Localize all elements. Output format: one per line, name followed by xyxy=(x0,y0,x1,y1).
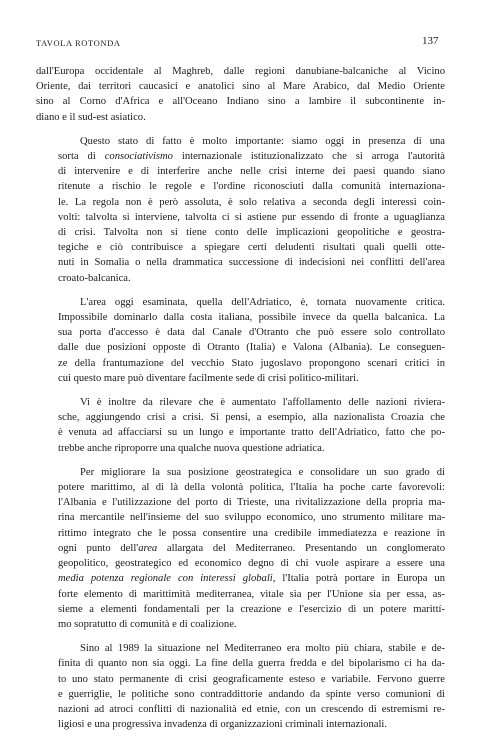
text-line: nazioni ad atroci conflitti di nazionalità ed etnie, con un crescendo di estremismi re- xyxy=(58,703,445,715)
text-line: rittimo integrato che le possa consentire una credibile immediatezza e reazione in xyxy=(58,527,445,539)
body-text xyxy=(36,64,445,741)
text-line: Impossibile dominarlo dalla costa italiana, possibile invece da quella balcanica. La xyxy=(58,312,445,324)
text-line: media potenza regionale con interessi globali, l'Italia potrà portare in Europa un xyxy=(58,573,445,585)
text-line: cui questo mare può diventare facilmente sede di crisi politico-militari. xyxy=(58,372,359,384)
text-line: di crisi. Talvolta non si tiene conto delle implicazioni geopolitiche e geostra- xyxy=(58,227,445,239)
paragraph xyxy=(36,64,445,125)
text-line: volti: talvolta si interviene, talvolta ci si astiene pur essendo di fronte a uguaglianza xyxy=(58,211,445,223)
text-line: sino al Corno d'Africa e all'Oceano Indiano sino a lambire il subcontinente in- xyxy=(36,96,445,108)
text-line: sorta di consociativismo internazionale istituzionalizzato che si arroga l'autorità xyxy=(58,151,445,163)
text-line: dalle due posizioni opposte di Otranto (Italia) e Valona (Albania). Le conseguen- xyxy=(58,342,445,354)
text-line: Vi è inoltre da rilevare che è aumentato l'affollamento delle nazioni rivierа- xyxy=(80,397,445,409)
text-line: dall'Europa occidentale al Maghreb, dalle regioni danubiane-balcaniche al Vicino xyxy=(36,66,445,77)
text-line: Sino al 1989 la situazione nel Mediterraneo era molto più chiara, stabile e de- xyxy=(80,643,445,655)
text-line: rina mercantile nell'insieme del suo sviluppo economico, uno strumento militare ma- xyxy=(58,512,445,524)
text-line: l'Albania e l'utilizzazione del porto di Trieste, una rivitalizzazione della propria ma- xyxy=(58,497,445,509)
text-line: finita di quanto non sia oggi. La fine della guerra fredda e del bipolarismo ci ha da- xyxy=(58,658,445,670)
text-line: ritenute a rischio le regole e l'ordine riconosciuti dalla comunità internaziona- xyxy=(58,181,445,193)
text-line: L'area oggi esaminata, quella dell'Adriatico, è, tornata nuovamente critica. xyxy=(80,296,445,308)
text-line: to uno stato permanente di crisi geograficamente esteso e variabile. Fervono guerre xyxy=(58,673,445,685)
italic-term: media potenza regionale con interessi globali xyxy=(58,573,273,585)
italic-term: area xyxy=(138,542,158,554)
running-head: TAVOLA ROTONDA xyxy=(36,38,121,48)
paragraph xyxy=(36,134,445,286)
text-line: di intervenire e di interferire anche nelle crisi interne dei paesi quando siano xyxy=(58,166,445,178)
text-line: ligiosi e una progressiva invadenza di organizzazioni criminali internazionali. xyxy=(58,719,387,731)
text-line: nuti in Somalia o nella drammatica successione di indecisioni nei conflitti dell'area xyxy=(58,257,445,269)
text-line: sche, aggiungendo crisi a crisi. Si pensi, a esempio, alla nazionalista Croazia che xyxy=(58,412,445,424)
text-line: geopolitico, geostrategico ed economico degno di chi vuole aspirare a essere una xyxy=(58,558,445,570)
paragraph xyxy=(36,465,445,632)
text-line: potere marittimo, al di là della volontà politica, l'Italia ha poche carte favorevoli: xyxy=(58,482,445,494)
text-line: mo sopratutto di comunità e di coalizione. xyxy=(58,618,237,630)
page-number: 137 xyxy=(422,35,439,47)
italic-term: consociativismo xyxy=(104,151,173,163)
text-line: e guerriglie, le politiche sono contraddittorie andando da spinte verso comunioni di xyxy=(58,688,445,700)
text-line: le. La regola non è però assoluta, è solo relativa a seconda degli interessi coin- xyxy=(58,196,445,208)
text-line: ze della frantumazione del vecchio Stato jugoslavo propongono scenari critici in xyxy=(58,357,445,369)
paragraph xyxy=(36,295,445,386)
text-line: sieme a elementi fondamentali per la creazione e l'esercizio di un potere marittí- xyxy=(58,603,445,615)
text-line: Oriente, dai territori caucasici e anatolici sino al Mare Arabico, dal Medio Oriente xyxy=(36,81,445,93)
text-line: ogni punto dell'area allargata del Mediterraneo. Presentando un conglomerato xyxy=(58,542,446,554)
text-line: Questo stato di fatto è molto importante: siamo oggi in presenza di una xyxy=(80,135,445,147)
text-line: Per migliorare la sua posizione geostrategica e consolidare un suo grado di xyxy=(80,466,445,478)
text-line: trebbe anche riproporre una qualche nuova questione adriatica. xyxy=(58,442,325,454)
text-line: sua porta d'accesso è data dal Canale d'Otranto che può essere solo controllato xyxy=(58,327,445,339)
text-line: diano e il sud-est asiatico. xyxy=(36,111,146,123)
paragraph xyxy=(36,395,445,456)
text-line: forte elemento di marittimità mediterranea, vitale sia per l'Unione sia per essa, as- xyxy=(58,588,445,600)
text-line: croato-balcanica. xyxy=(58,272,131,284)
text-line: è venuta ad affacciarsi su un lungo e importante tratto dell'Adriatico, fatto che po- xyxy=(58,427,445,439)
paragraph xyxy=(36,641,445,732)
text-line: tegiche e ciò contribuisce a spiegare certi deludenti risultati quali quelli otte- xyxy=(58,242,445,254)
